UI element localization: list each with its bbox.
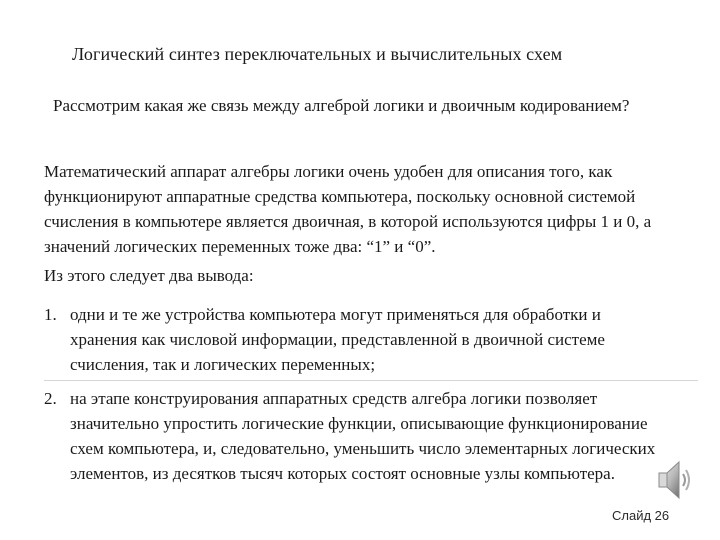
question-text: Рассмотрим какая же связь между алгеброй логики и двоичным кодированием? — [53, 96, 630, 115]
list-item-number: 2. — [44, 389, 57, 408]
slide-number: Слайд 26 — [612, 508, 670, 523]
list-item-line: счисления, так и логических переменных; — [70, 355, 376, 374]
list-item-line: элементов, из десятков тысяч которых состоят основные узлы компьютера. — [70, 464, 615, 483]
list-item-number: 1. — [44, 305, 57, 324]
list-item-body — [70, 386, 655, 486]
intro-paragraph — [44, 159, 704, 259]
list-item-body — [70, 302, 605, 377]
slide-title: Логический синтез переключательных и вычислительных схем — [72, 44, 563, 64]
list-item-line: хранения как числовой информации, представленной в двоичной системе — [70, 330, 605, 349]
intro-line: значений логических переменных тоже два: “1” и “0”. — [44, 237, 436, 256]
intro-line: функционируют аппаратные средства компьютера, поскольку основной системой — [44, 187, 636, 206]
speaker-icon[interactable] — [656, 458, 694, 502]
list-item-line: одни и те же устройства компьютера могут применяться для обработки и — [70, 305, 601, 324]
list-item-line: на этапе конструирования аппаратных средств алгебра логики позволяет — [70, 389, 598, 408]
divider — [44, 380, 698, 381]
conclusion-intro: Из этого следует два вывода: — [44, 266, 254, 285]
list-item-line: значительно упростить логические функции, описывающие функционирование — [70, 414, 648, 433]
list-item-line: схем компьютера, и, следовательно, уменьшить число элементарных логических — [70, 439, 656, 458]
intro-line: счисления в компьютере является двоичная, в которой используются цифры 1 и 0, а — [44, 212, 652, 231]
intro-line: Математический аппарат алгебры логики очень удобен для описания того, как — [44, 162, 613, 181]
